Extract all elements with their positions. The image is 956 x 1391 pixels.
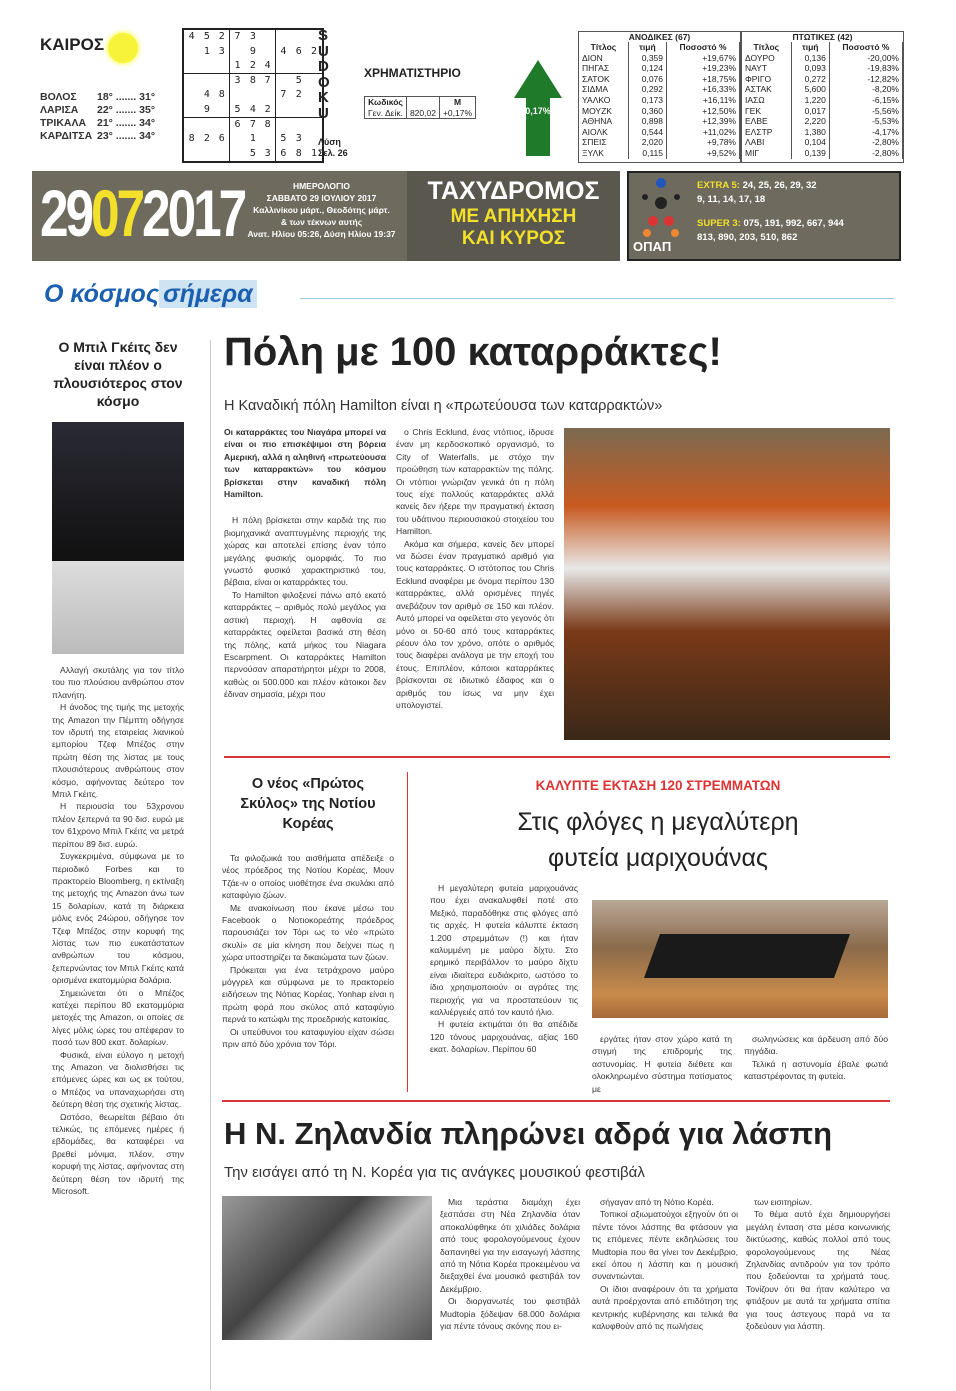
table-cell: 0,272 <box>791 74 829 85</box>
paragraph: Τελικά η αστυνομία έβαλε φωτιά καταστρέφοντας τη φυτεία. <box>744 1058 888 1082</box>
table-cell: 0,360 <box>628 106 666 117</box>
stock-tables <box>578 31 904 163</box>
table-cell: 0,076 <box>628 74 666 85</box>
sudoku-cell: 7 <box>260 74 275 89</box>
paragraph: σήγαγαν από τη Νότιο Κορέα. <box>600 1197 714 1207</box>
paragraph: Συγκεκριμένα, σύμφωνα με το περιοδικό Forbes και το πρακτορείο Bloomberg, η εκτίναξη της μετοχής της Amazon άνω των 15 δολαρίων, κατά τη διάρκεια μόλις ενός 24ώρου, οδήγησε τον Τζεφ Μπέζος στην κορυφή της λίστας των πιο ευκατάστατων ανθρώπων του κόσμου, ξεπερνώντας τον Μπιλ Γκέιτς κατά ορισμένα εκατομμύρια δολάρια. <box>52 851 184 986</box>
column-header: Τίτλος <box>742 42 791 53</box>
table-cell: ΝΑΥΤ <box>742 63 791 74</box>
sudoku-cell: 2 <box>215 30 230 45</box>
weather-row <box>40 91 170 104</box>
table-cell: 0,136 <box>791 53 829 64</box>
paragraph: Πρόκειται για ένα τετράχρονο μαύρο μόγγρελ και σύμφωνα με το πρακτορείο ειδήσεων της Νότιας Κορέας, Yonhap είναι η πρώτη φορά που σκύλος από καταφύγιο περνά το κατώφλι της προεδρικής κατοικίας. <box>222 964 394 1025</box>
table-cell: ΑΙΟΛΚ <box>579 127 628 138</box>
paragraph: των εισιτηρίων. <box>754 1197 812 1207</box>
column-header: Ποσοστό % <box>667 42 740 53</box>
bezos-photo <box>52 422 184 654</box>
plantation-photo <box>592 900 888 1018</box>
table-cell: 5,600 <box>791 84 829 95</box>
weather-row <box>40 117 170 130</box>
sudoku-cell: 1 <box>203 45 210 57</box>
table-row <box>742 137 903 148</box>
table-row <box>579 74 740 85</box>
paragraph: Η άνοδος της τιμής της μετοχής της Amazon την Πέμπτη οδήγησε τον ιδρυτή της εταιρείας λιανικού εμπορίου Τζεφ Μπέζος στην πρώτη θέση της λίστας με τους πλουσιότερους ανθρώπους στον κόσμο, αφήνοντας δεύτερο τον Μπιλ Γκέιτς. <box>52 702 184 800</box>
sudoku-cell: 1 <box>249 133 256 145</box>
gainers-title: ΑΝΟΔΙΚΕΣ (67) <box>628 32 691 42</box>
index-table: Κωδικός Μ Γεν. Δείκ. 820,02 +0,17% <box>364 96 476 119</box>
table-cell: +19,67% <box>667 53 740 64</box>
sudoku-cell: 3 <box>249 31 256 42</box>
table-row <box>742 53 903 64</box>
sudoku-cell <box>260 132 275 147</box>
table-cell: ΕΛΣΤΡ <box>742 127 791 138</box>
table-cell: ΠΗΓΑΣ <box>579 63 628 74</box>
opap-box <box>627 171 901 261</box>
table-row <box>579 106 740 117</box>
opap-logo-icon <box>635 177 687 239</box>
waterfall-photo <box>564 428 890 740</box>
calendar-sun: Ανατ. Ηλίου 05:26, Δύση Ηλίου 19:37 <box>247 229 396 239</box>
sudoku-cell <box>230 45 245 60</box>
sudoku-cell <box>215 147 230 162</box>
sudoku-cell <box>215 74 230 89</box>
date-big: 29072017 <box>40 176 245 250</box>
sudoku-cell: 2 <box>203 133 210 145</box>
sudoku-cell: 2 <box>311 45 318 57</box>
extra5-numbers: 24, 25, 26, 29, 32 <box>742 180 817 191</box>
paragraph: Τοπικοί αξιωματούχοι εξηγούν ότι οι πέντε τόνοι λάσπης θα φτάσουν για τις επόμενες πέντε εκδηλώσεις του Mudtopia που θα γίνει τον Δεκέμβριο, εκεί όπου η λάσπη και η μουσική συναντιώνται. <box>592 1209 738 1282</box>
paragraph: Μια τεράστια διαμάχη έχει ξεσπάσει στη Νέα Ζηλανδία όταν αποκαλύφθηκε ότι χιλιάδες δολάρια από τους φορολογούμενους έχουν δαπανηθεί για την εισαγωγή λάσπης από τη Νότια Κορέα προκειμένου να διεξαχθεί ένα μουσικό φεστιβάλ τον Δεκέμβριο. <box>440 1197 580 1294</box>
table-cell: 1,220 <box>791 95 829 106</box>
sudoku-cell <box>215 59 230 74</box>
sudoku-cell: 7 <box>249 118 256 130</box>
table-row <box>579 116 740 127</box>
table-cell: ΜΙΓ <box>742 148 791 159</box>
city-temp: 18° ....... 31° <box>97 91 156 103</box>
sudoku-cell <box>291 118 306 133</box>
table-cell: ΙΑΣΩ <box>742 95 791 106</box>
sudoku-cell: 2 <box>295 89 302 101</box>
up-arrow-icon <box>514 60 562 156</box>
table-cell: -5,53% <box>829 116 902 127</box>
table-row <box>579 84 740 95</box>
column-header: Τίτλος <box>579 42 628 53</box>
sudoku-cell: 8 <box>295 147 302 159</box>
table-row <box>742 148 903 159</box>
sun-icon <box>108 33 138 63</box>
table-cell: +9,78% <box>667 137 740 148</box>
city-name: ΤΡΙΚΑΛΑ <box>40 117 87 129</box>
sudoku-cell: 6 <box>280 147 287 159</box>
table-row <box>742 74 903 85</box>
article3-kicker: ΚΑΛΥΠΤΕ ΕΚΤΑΣΗ 120 ΣΤΡΕΜΜΑΤΩΝ <box>535 778 781 793</box>
sudoku-cell <box>276 74 291 89</box>
sudoku-cell: 7 <box>280 89 287 101</box>
sudoku-cell: 5 <box>230 103 245 118</box>
sudoku-cell <box>184 59 199 74</box>
mud-photo <box>222 1196 432 1340</box>
sudoku-cell <box>199 118 214 133</box>
sudoku-cell: 6 <box>215 132 230 147</box>
sudoku-cell <box>230 132 245 147</box>
sudoku-grid <box>182 28 324 163</box>
index-change: +0,17% <box>520 106 551 116</box>
table-row <box>742 63 903 74</box>
paragraph: Αλλαγή σκυτάλης για τον τίτλο του πιο πλούσιου ανθρώπου στον πλανήτη. <box>52 665 184 700</box>
table-row <box>742 106 903 117</box>
article1-subtitle: Η Καναδική πόλη Hamilton είναι η «πρωτεύουσα των καταρρακτών» <box>224 398 663 414</box>
sudoku-cell: 4 <box>203 89 210 101</box>
weather-row <box>40 104 170 117</box>
table-row <box>742 127 903 138</box>
column-header: τιμή <box>628 42 666 53</box>
paragraph: Ακόμα και σήμερα, κανείς δεν μπορεί να δώσει έναν πραγματικό αριθμό για τους καταρράκτες. Ο ιστότοπος του Chris Ecklund αναφέρει με όνομα περίπου 130 καταρράκτες, αλλά ορισμένες πηγές ανεβάζουν τον αριθμό σε 150 και πλέον. Αυτό μπορεί να οφείλεται στο γεγονός ότι μόνο οι 50-60 από τους καταρράκτες ρέουν όλο τον χρόνο, οπότε ο αριθμός τους διαφέρει ανάλογα με την εποχή του έτους. Επιπλέον, κάποιοι καταρράκτες βρίσκονται σε ιδιωτικό έδαφος και ο αριθμός του ίσως να μην έχει υπολογιστεί. <box>396 538 554 710</box>
table-cell: ΜΟΥΖΚ <box>579 106 628 117</box>
paragraph: Οι ίδιοι αναφέρουν ότι τα χρήματα αυτά προέρχονται από επιδότηση της κεντρικής κυβέρνησης και τελικά θα καλυφθούν από τις πωλήσεις <box>592 1283 738 1332</box>
sudoku-cell <box>199 59 214 74</box>
sudoku-cell <box>260 88 275 103</box>
article4-subtitle: Την εισάγει από τη Ν. Κορέα για τις ανάγκες μουσικού φεστιβάλ <box>224 1164 645 1181</box>
table-cell: 1,380 <box>791 127 829 138</box>
sudoku-cell <box>215 103 230 118</box>
paragraph: Φυσικά, είναι εύλογο η μετοχή της Amazon να διολισθήσει τις επόμενες ώρες και ως εκ τούτου, ο Μπέζος να υπαναχωρήσει στη δεύτερη θέση της σχετικής λίστας. <box>52 1049 184 1110</box>
sudoku-cell <box>184 45 199 60</box>
sudoku-cell: 9 <box>199 103 214 118</box>
sudoku-cell: 7 <box>234 31 241 42</box>
table-cell: +16,11% <box>667 95 740 106</box>
side-article <box>52 338 184 1197</box>
sudoku-cell: 9 <box>249 45 256 57</box>
table-cell: +12,39% <box>667 116 740 127</box>
table-cell: -2,80% <box>829 148 902 159</box>
paragraph: Η περιουσία του 53χρονου πλέον ξεπερνά τα 90 δισ. ευρώ με τον 61χρονο Μπιλ Γκέιτς να μετρά περίπου 89 δισ. ευρώ. <box>52 801 184 849</box>
table-cell: 0,898 <box>628 116 666 127</box>
table-row <box>742 95 903 106</box>
table-cell: ΥΑΛΚΟ <box>579 95 628 106</box>
weather-row <box>40 130 170 143</box>
table-row <box>579 95 740 106</box>
article1-headline: Πόλη με 100 καταρράκτες! <box>224 330 722 374</box>
sudoku-cell: 8 <box>249 74 256 86</box>
table-cell: ΦΡΙΓΟ <box>742 74 791 85</box>
table-cell: 0,115 <box>628 148 666 159</box>
sudoku-cell: 4 <box>188 31 195 42</box>
side-headline: Ο Μπιλ Γκέιτς δεν είναι πλέον ο πλουσιότερος στον κόσμο <box>53 339 183 409</box>
table-cell: +11,02% <box>667 127 740 138</box>
sudoku-cell: 5 <box>249 147 256 159</box>
paragraph: Το Hamilton φιλοξενεί πάνω από εκατό καταρράκτες – αριθμός πολύ μεγάλος για αστική περιοχή. Η αφθονία σε καταρράκτες οφείλεται βασικά στη θέση της πόλης, κατά μήκος του Niagara Escarpment. Οι καταρράκτες Hamilton περνούσαν απαρατήρητοι μέχρι το 2008, καθώς οι 500.000 και πλέον κάτοικοι δεν έδιναν σημασία, μέχρι που <box>224 589 386 700</box>
city-temp: 21° ....... 34° <box>97 117 156 129</box>
table-cell: 0,359 <box>628 53 666 64</box>
column-header: τιμή <box>791 42 829 53</box>
sudoku-cell <box>230 147 245 162</box>
table-cell: 2,220 <box>791 116 829 127</box>
table-cell: -2,80% <box>829 137 902 148</box>
sudoku-cell <box>184 118 199 133</box>
sudoku-cell <box>291 103 306 118</box>
weather-title: ΚΑΙΡΟΣ <box>40 35 105 54</box>
sudoku-cell: 8 <box>260 118 275 133</box>
sudoku-solution-label: Λύση <box>318 137 341 147</box>
calendar-band <box>32 171 620 261</box>
sudoku-cell: 3 <box>295 133 302 145</box>
table-cell: 0,104 <box>791 137 829 148</box>
sudoku-cell: 5 <box>295 74 302 86</box>
table-cell: -20,00% <box>829 53 902 64</box>
table-cell: ΑΣΤΑΚ <box>742 84 791 95</box>
table-cell: +16,33% <box>667 84 740 95</box>
sudoku-cell <box>184 103 199 118</box>
calendar-title: ΗΜΕΡΟΛΟΓΙΟ <box>292 181 351 191</box>
table-cell: ΣΑΤΟΚ <box>579 74 628 85</box>
city-temp: 22° ....... 35° <box>97 104 156 116</box>
sudoku-cell <box>230 88 245 103</box>
paragraph: ο Chris Ecklund, ένας ντόπιος, ίδρυσε έναν μη κερδοσκοπικό οργανισμό, το City of Waterfalls, με στόχο την προώθηση των καταρρακτών της πόλης. Οι ντόπιοι γνώριζαν γενικά ότι η πόλη τους είχε πολλούς καταρράκτες αλλά κανείς δεν ήξερε την πραγματική έκταση του υδάτινου περιουσιακού στοιχείου του Hamilton. <box>396 427 554 537</box>
table-cell: 2,020 <box>628 137 666 148</box>
calendar-saints: Καλλινίκου μάρτ., Θεοδότης μάρτ. <box>253 205 390 215</box>
paragraph: Με ανακοίνωση που έκανε μέσω του Facebook ο Νοτιοκορεάτης πρόεδρος παρουσιάζει τον Τόρι ως το νέο «πρώτο σκυλί» σε μία κίνηση που δείχνει πως η χώρα υποστηρίζει τα δικαιώματα των ζώων. <box>222 902 394 963</box>
table-cell: 0,173 <box>628 95 666 106</box>
table-row <box>579 148 740 159</box>
super3-numbers-2: 813, 890, 203, 510, 862 <box>697 232 798 243</box>
table-cell: 0,124 <box>628 63 666 74</box>
losers-title: ΠΤΩΤΙΚΕΣ (42) <box>792 32 853 42</box>
sudoku-cell <box>276 103 291 118</box>
table-cell: ΓΕΚ <box>742 106 791 117</box>
city-name: ΒΟΛΟΣ <box>40 91 77 103</box>
sudoku-cell <box>260 45 275 60</box>
sudoku-cell: 8 <box>188 133 195 145</box>
sudoku-cell: 4 <box>245 103 260 118</box>
sudoku-cell: 6 <box>295 45 302 57</box>
sudoku-cell <box>260 30 275 45</box>
sudoku-cell: 4 <box>280 45 287 57</box>
paragraph: Τα φιλοζωικά του αισθήματα απέδειξε ο νέος πρόεδρος της Νοτίου Κορέας, Μουν Τζάε-ιν ο οποίος υιοθέτησε ένα σκυλάκι από καταφύγιο ζώων. <box>222 853 394 901</box>
table-cell: ΑΘΗΝΑ <box>579 116 628 127</box>
sudoku-cell: 1 <box>311 147 318 159</box>
brand-slogan: ΜΕ ΑΠΗΧΗΣΗ <box>450 206 577 227</box>
paragraph: σωληνώσεις και άρδευση από δύο πηγάδια. <box>744 1034 888 1057</box>
table-cell: +12,50% <box>667 106 740 117</box>
sudoku-cell: 3 <box>260 147 275 162</box>
table-cell: ΔΟΥΡΟ <box>742 53 791 64</box>
table-cell: 0,139 <box>791 148 829 159</box>
table-cell: -8,20% <box>829 84 902 95</box>
weather-box <box>40 35 170 143</box>
sudoku-cell <box>245 88 260 103</box>
brand-slogan-2: ΚΑΙ ΚΥΡΟΣ <box>461 228 566 249</box>
table-row <box>742 84 903 95</box>
stock-title: ΧΡΗΜΑΤΙΣΤΗΡΙΟ <box>364 66 461 80</box>
table-cell: 0,093 <box>791 63 829 74</box>
opap-logo: ΟΠΑΠ <box>633 239 672 254</box>
paragraph: Οι υπεύθυνοι του καταφυγίου είχαν σώσει πριν από δύο χρόνια τον Τόρι. <box>222 1026 394 1050</box>
paragraph: Οι διοργανωτές του φεστιβάλ Mudtopia ξόδεψαν 68.000 δολάρια για πέντε τόνους σκόνης που ει- <box>440 1296 580 1332</box>
sudoku-cell <box>199 74 214 89</box>
calendar-saints-2: & των τέκνων αυτής <box>280 217 363 227</box>
sudoku-cell: 2 <box>245 59 260 74</box>
table-cell: +19,23% <box>667 63 740 74</box>
article1-lead: Οι καταρράκτες του Νιαγάρα μπορεί να είναι οι πιο επισκέψιμοι στη βόρεια Αμερική, αλλά η αληθινή «πρωτεύουσα των καταρρακτών» του κόσμου βρίσκεται στην καναδική πόλη Hamilton. <box>224 427 386 500</box>
gainers-table <box>579 42 740 159</box>
table-row <box>579 137 740 148</box>
sudoku-cell: 3 <box>234 74 241 86</box>
table-cell: -4,17% <box>829 127 902 138</box>
sudoku-cell: 3 <box>215 45 230 60</box>
article2-headline: Ο νέος «Πρώτος Σκύλος» της Νοτίου Κορέας <box>240 776 376 832</box>
table-row <box>579 63 740 74</box>
sudoku-cell <box>184 74 199 89</box>
sudoku-cell: 2 <box>260 103 275 118</box>
table-cell: ΣΠΕΙΣ <box>579 137 628 148</box>
sudoku-cell <box>291 59 306 74</box>
table-cell: 0,017 <box>791 106 829 117</box>
table-cell: ΛΑΒΙ <box>742 137 791 148</box>
table-cell: 0,544 <box>628 127 666 138</box>
table-row <box>579 127 740 138</box>
sudoku-cell: 1 <box>230 59 245 74</box>
paragraph: Ωστόσο, θεωρείται βέβαιο ότι τελικώς, τις επόμενες ημέρες ή εβδομάδες, θα καταφέρει να βρεθεί μόνιμα, πλέον, στην κορυφή της λίστας, αφήνοντας στη δεύτερη θέση τον ιδρυτή της Microsoft. <box>52 1111 184 1197</box>
sudoku-cell <box>276 30 291 45</box>
table-cell: +9,52% <box>667 148 740 159</box>
table-cell: +18,75% <box>667 74 740 85</box>
table-cell: ΕΛΒΕ <box>742 116 791 127</box>
paragraph: Το θέμα αυτό έχει δημιουργήσει μεγάλη ένταση στα μέσα κοινωνικής δικτύωσης, καθώς πολλοί από τους φορολογούμενους της Νέας Ζηλανδίας αντιδρούν για τον τρόπο που ξοδεύονται τα χρήματά τους. Τονίζουν ότι θα ήταν καλύτερο να φτιάξουν με αυτά τα χρήματα σπίτια για τους άστεγους παρά να τα ξοδεύουν για λάσπη. <box>746 1209 890 1332</box>
paragraph: Η φυτεία εκτιμάται ότι θα απέδιδε 120 τόνους μαριχουάνας, αξίας 160 εκατ. δολαρίων. Περίπου 60 <box>430 1019 578 1055</box>
table-cell: ΔΙΟΝ <box>579 53 628 64</box>
sudoku-title: SUDOKU <box>318 27 330 122</box>
sudoku-cell: 4 <box>260 59 275 74</box>
sudoku-cell: 8 <box>215 88 230 103</box>
table-cell: -6,15% <box>829 95 902 106</box>
column-header: Ποσοστό % <box>829 42 902 53</box>
sudoku-cell <box>184 88 199 103</box>
sudoku-cell <box>199 147 214 162</box>
super3-label: SUPER 3: <box>697 218 741 229</box>
calendar-date: ΣΑΒΒΑΤΟ 29 ΙΟΥΛΙΟΥ 2017 <box>266 193 377 203</box>
extra5-label: EXTRA 5: <box>697 180 740 191</box>
paragraph: Σημειώνεται ότι ο Μπέζος κατέχει περίπου 80 εκατομμύρια μετοχές της Amazon, οι οποίες σε λίγες μόλις ώρες του απέφεραν το ποσό των 800 εκατ. δολαρίων. <box>52 987 184 1048</box>
losers-table <box>742 42 903 159</box>
table-cell: -12,82% <box>829 74 902 85</box>
super3-numbers: 075, 191, 992, 667, 944 <box>743 218 844 229</box>
sudoku-cell: 6 <box>234 118 241 130</box>
sudoku-cell <box>276 59 291 74</box>
sudoku-cell: 5 <box>203 31 210 42</box>
paragraph: εργάτες ήταν στον χώρο κατά τη στιγμή της επιδρομής της αστυνομίας. Η φυτεία διέθετε και ολοκληρωμένο σύστημα ποτίσματος με <box>592 1034 732 1094</box>
article4-headline: Η Ν. Ζηλανδία πληρώνει αδρά για λάσπη <box>224 1116 833 1151</box>
table-cell: ΞΥΛΚ <box>579 148 628 159</box>
sudoku-cell <box>276 118 291 133</box>
table-cell: -19,83% <box>829 63 902 74</box>
extra5-numbers-2: 9, 11, 14, 17, 18 <box>697 194 766 205</box>
table-cell: ΣΙΔΜΑ <box>579 84 628 95</box>
sudoku-cell <box>291 30 306 45</box>
table-row <box>579 53 740 64</box>
paragraph: Η μεγαλύτερη φυτεία μαριχουάνας που έχει ανακαλυφθεί ποτέ στο Μεξικό, παραδόθηκε στις φλόγες από τις αρχές. Η φυτεία κάλυπτε έκταση 1.200 στρεμμάτων (!) και ήταν καλυμμένη με μαύρο δίχτυ. Στο ερημικό περιβάλλον το μαύρο δίχτυ είναι ιδιαίτερα ευδιάκριτο, ωστόσο το ίδιο χρησιμοποιούν οι αγρότες της περιοχής για να προστατεύουν τις καλλιέργειές από τον καυτό ήλιο. <box>430 883 578 1018</box>
city-name: ΛΑΡΙΣΑ <box>40 104 79 116</box>
sudoku-cell: 5 <box>280 133 287 145</box>
table-cell: 0,292 <box>628 84 666 95</box>
table-cell: -5,56% <box>829 106 902 117</box>
article3-headline: Στις φλόγες η μεγαλύτερη φυτεία μαριχουάνας <box>517 808 799 872</box>
table-row <box>742 116 903 127</box>
section-header: Ο κόσμος σήμερα <box>44 280 257 309</box>
brand-name: ΤΑΧΥΔΡΟΜΟΣ <box>427 177 600 205</box>
sudoku-solution-page: Σελ. 26 <box>318 148 348 158</box>
city-name: ΚΑΡΔΙΤΣΑ <box>40 130 93 142</box>
paragraph: Η πόλη βρίσκεται στην καρδιά της πιο βιομηχανικά αναπτυγμένης περιοχής της χώρας και αποτελεί επίσης έναν τόπο μεγάλης φυσικής ομορφιάς. Το πιο γνωστό φυσικό χαρακτηριστικό του, βέβαια, είναι οι καταρράκτες του. <box>224 515 386 588</box>
sudoku-cell <box>215 118 230 133</box>
city-temp: 23° ....... 34° <box>97 130 156 142</box>
sudoku-cell <box>184 147 199 162</box>
